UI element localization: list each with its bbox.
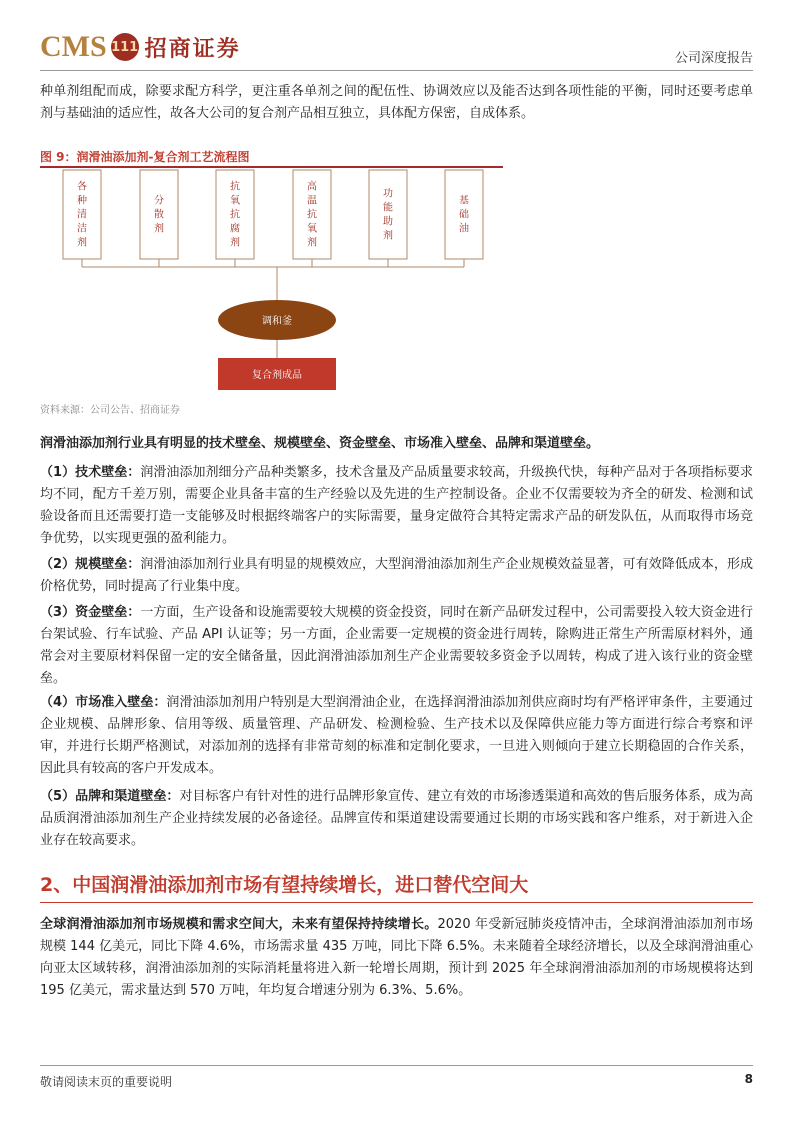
barriers-heading: 润滑油添加剂行业具有明显的技术壁垒、规模壁垒、资金壁垒、市场准入壁垒、品牌和渠道壁垒。 — [40, 436, 600, 451]
header-divider — [40, 70, 753, 71]
logo-cms-text: CMS — [40, 30, 107, 63]
footer-divider — [40, 1065, 753, 1066]
footer-note: 敬请阅读末页的重要说明 — [40, 1075, 173, 1089]
input-box — [216, 170, 254, 259]
barrier-label: （1）技术壁垒： — [40, 465, 141, 480]
input-box-label: 高温抗氧剂 — [307, 181, 317, 249]
barrier-item-capital — [40, 602, 753, 690]
input-box-label: 功能助剂 — [383, 188, 393, 242]
input-box-rect — [369, 170, 407, 259]
section2-text: 2020 年受新冠肺炎疫情冲击，全球润滑油添加剂市场规模 144 亿美元，同比下降 4.6%，市场需求量 435 万吨，同比下降 6.5%。未来随着全球经济增长，以及全球润滑油重心向亚太区域转移，润滑油添加剂的实际消耗量将进入新一轮增长周期，预计到 2025 年全球润滑油添加剂的市场规模将达到 195 亿美元，需求量达到 570 万吨，年均复合增速分别为 6.3%、5.6%。 — [40, 917, 753, 998]
section2-lead: 全球润滑油添加剂市场规模和需求空间大，未来有望保持持续增长。 — [40, 917, 438, 932]
barrier-item-brand-channel — [40, 786, 753, 852]
mixer-label: 调和釜 — [262, 316, 292, 327]
input-box-label: 抗氧抗腐剂 — [230, 181, 240, 249]
barrier-text: 润滑油添加剂行业具有明显的规模效应，大型润滑油添加剂生产企业规模效益显著，可有效降低成本，形成价格优势，同时提高了行业集中度。 — [40, 557, 753, 594]
input-box — [293, 170, 331, 259]
barrier-label: （3）资金壁垒： — [40, 605, 141, 620]
process-flow-diagram — [40, 168, 520, 398]
input-box — [63, 170, 101, 259]
input-box — [369, 170, 407, 259]
barrier-text: 润滑油添加剂用户特别是大型润滑油企业，在选择润滑油添加剂供应商时均有严格评审条件，主要通过企业规模、品牌形象、信用等级、质量管理、产品研发、检测检验、生产技术以及保障供应能力等方面进行综合考察和评审，并进行长期严格测试，对添加剂的选择有非常苛刻的标准和定制化要求，一旦进入则倾向于建立长期稳固的合作关系，因此具有较高的客户开发成本。 — [40, 695, 753, 776]
input-box-label: 各种清洁剂 — [77, 181, 87, 249]
company-logo — [40, 30, 241, 64]
input-box — [445, 170, 483, 259]
page-number: 8 — [744, 1072, 753, 1086]
barrier-item-technology — [40, 462, 753, 550]
figure-source: 资料来源：公司公告、招商证券 — [40, 405, 180, 416]
barrier-label: （2）规模壁垒： — [40, 557, 141, 572]
barrier-item-market-access — [40, 692, 753, 780]
intro-paragraph: 种单剂组配而成，除要求配方科学，更注重各单剂之间的配伍性、协调效应以及能否达到各项性能的平衡，同时还要考虑单剂与基础油的适应性，故各大公司的复合剂产品相互独立，具体配方保密，自成体系。 — [40, 84, 753, 121]
input-box — [140, 170, 178, 259]
document-type: 公司深度报告 — [674, 51, 753, 66]
figure-title: 图 9：润滑油添加剂-复合剂工艺流程图 — [40, 150, 250, 164]
barrier-item-scale — [40, 554, 753, 598]
section2-paragraph — [40, 914, 753, 1002]
input-box-label: 基础油 — [459, 195, 469, 235]
barrier-label: （4）市场准入壁垒： — [40, 695, 167, 710]
product-label: 复合剂成品 — [252, 370, 302, 381]
logo-emblem-icon: 111 — [111, 33, 139, 61]
barrier-label: （5）品牌和渠道壁垒： — [40, 789, 180, 804]
barrier-text: 一方面，生产设备和设施需要较大规模的资金投资，同时在新产品研发过程中，公司需要投入较大资金进行台架试验、行车试验、产品 API 认证等；另一方面，企业需要一定规模的资金进行周转，除购进正常生产所需原材料外，通常会对主要原材料保留一定的安全储备量，因此润滑油添加剂生产企业需要较多资金予以周转，构成了进入该行业的资金壁垒。 — [40, 605, 753, 686]
section-title: 2、中国润滑油添加剂市场有望持续增长，进口替代空间大 — [40, 874, 529, 896]
barrier-text: 润滑油添加剂细分产品种类繁多，技术含量及产品质量要求较高，升级换代快，每种产品对于各项指标要求均不同，配方千差万别，需要企业具备丰富的生产经验以及先进的生产控制设备。企业不仅需要较为齐全的研发、检测和试验设备而且还需要打造一支能够及时根据终端客户的实际需要，量身定做符合其特定需求产品的研发队伍，从而取得市场竞争优势，以实现更强的盈利能力。 — [40, 465, 753, 546]
input-box-label: 分散剂 — [154, 195, 164, 235]
barrier-text: 对目标客户有针对性的进行品牌形象宣传、建立有效的市场渗透渠道和高效的售后服务体系，成为高品质润滑油添加剂生产企业持续发展的必备途径。品牌宣传和渠道建设需要通过长期的市场实践和客户维系，对于新进入企业存在较高要求。 — [40, 789, 753, 848]
section-divider — [40, 902, 753, 903]
logo-chinese-name: 招商证券 — [144, 36, 241, 62]
